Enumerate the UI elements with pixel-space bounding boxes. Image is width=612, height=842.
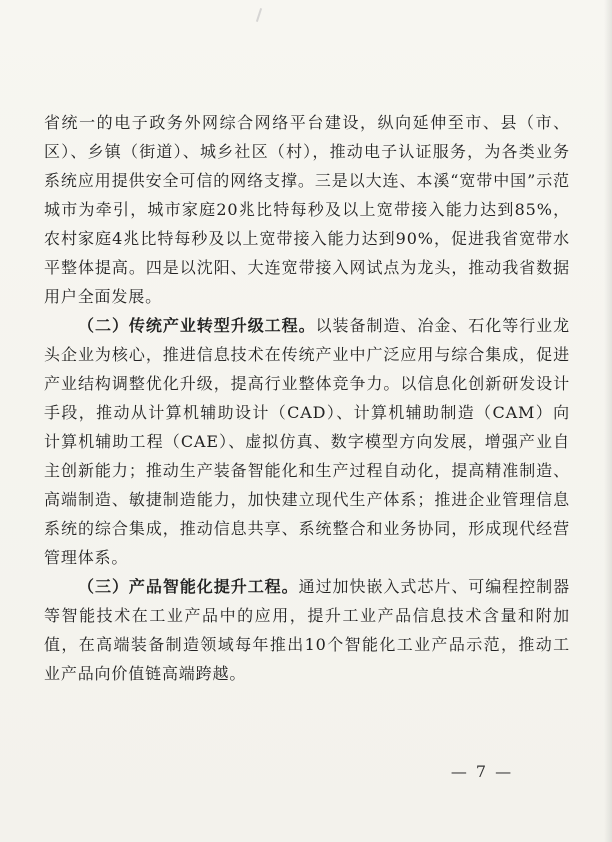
section-3-heading: （三）产品智能化提升工程。 bbox=[78, 577, 299, 596]
section-3-paragraph bbox=[44, 572, 570, 688]
section-2-paragraph bbox=[44, 311, 570, 572]
scan-mark bbox=[256, 8, 262, 22]
paragraph-1: 省统一的电子政务外网综合网络平台建设，纵向延伸至市、县（市、区）、乡镇（街道）、城乡社区（村），推动电子认证服务，为各类业务系统应用提供安全可信的网络支撑。三是以大连、本溪“宽带中国”示范城市为牵引，城市家庭20兆比特每秒及以上宽带接入能力达到85%，农村家庭4兆比特每秒及以上宽带接入能力达到90%，促进我省宽带水平整体提高。四是以沈阳、大连宽带接入网试点为龙头，推动我省数据用户全面发展。 bbox=[44, 113, 570, 306]
page-number: — 7 — bbox=[450, 762, 514, 781]
page-edge-shadow bbox=[604, 0, 612, 842]
section-3-body: 通过加快嵌入式芯片、可编程控制器等智能技术在工业产品中的应用，提升工业产品信息技术含量和附加值，在高端装备制造领域每年推出10个智能化工业产品示范，推动工业产品向价值链高端跨越。 bbox=[44, 577, 570, 683]
section-2-heading: （二）传统产业转型升级工程。 bbox=[78, 316, 316, 335]
section-2-body: 以装备制造、冶金、石化等行业龙头企业为核心，推进信息技术在传统产业中广泛应用与综合集成，促进产业结构调整优化升级，提高行业整体竞争力。以信息化创新研发设计手段，推动从计算机辅助设计（CAD）、计算机辅助制造（CAM）向计算机辅助工程（CAE）、虚拟仿真、数字模型方向发展，增强产业自主创新能力；推动生产装备智能化和生产过程自动化，提高精准制造、高端制造、敏捷制造能力，加快建立现代生产体系；推进企业管理信息系统的综合集成，推动信息共享、系统整合和业务协同，形成现代经营管理体系。 bbox=[44, 316, 570, 567]
document-body bbox=[44, 108, 570, 688]
